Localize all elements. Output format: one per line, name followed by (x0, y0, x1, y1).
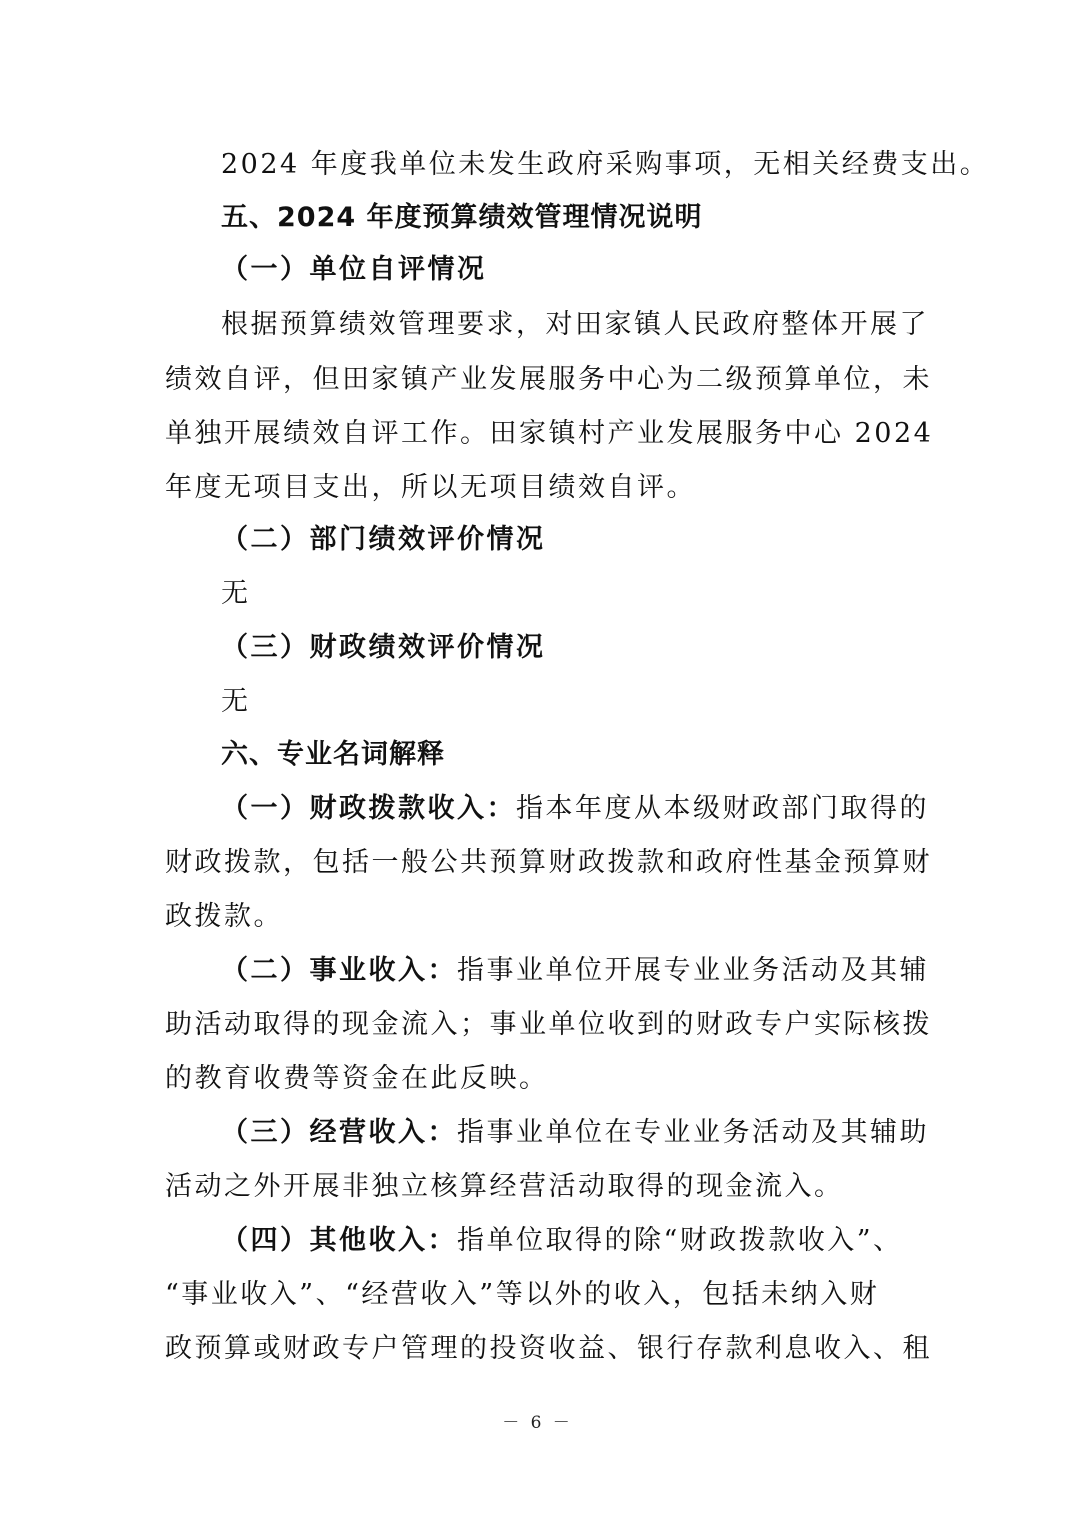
paragraph-line: 政拨款。 (165, 901, 283, 932)
subsection-3-heading: （三）财政绩效评价情况 (221, 632, 546, 663)
term-definition-line (221, 951, 981, 991)
term-label: （一）财政拨款收入： (221, 793, 516, 824)
paragraph-line: 绩效自评，但田家镇产业发展服务中心为二级预算单位，未 (165, 364, 932, 395)
paragraph-line: 根据预算绩效管理要求，对田家镇人民政府整体开展了 (221, 309, 929, 340)
paragraph-line: 政预算或财政专户管理的投资收益、银行存款利息收入、租 (165, 1333, 932, 1364)
subsection-1-heading: （一）单位自评情况 (221, 254, 487, 285)
section-5-heading: 五、2024 年度预算绩效管理情况说明 (221, 202, 703, 233)
term-text: 指单位取得的除“财政拨款收入”、 (457, 1225, 903, 1256)
term-label: （三）经营收入： (221, 1117, 457, 1148)
subsection-2-heading: （二）部门绩效评价情况 (221, 524, 546, 555)
paragraph-line: 活动之外开展非独立核算经营活动取得的现金流入。 (165, 1171, 844, 1202)
paragraph-line: 单独开展绩效自评工作。田家镇村产业发展服务中心 2024 (165, 418, 934, 449)
term-text: 指事业单位开展专业业务活动及其辅 (457, 955, 929, 986)
section-6-heading: 六、专业名词解释 (221, 739, 445, 770)
subsection-3-body: 无 (221, 686, 251, 717)
paragraph-line: 助活动取得的现金流入；事业单位收到的财政专户实际核拨 (165, 1009, 932, 1040)
paragraph-line: 的教育收费等资金在此反映。 (165, 1063, 549, 1094)
procurement-note: 2024 年度我单位未发生政府采购事项，无相关经费支出。 (221, 149, 990, 180)
paragraph-line: “事业收入”、“经营收入”等以外的收入，包括未纳入财 (165, 1279, 880, 1310)
paragraph-line: 财政拨款，包括一般公共预算财政拨款和政府性基金预算财 (165, 847, 932, 878)
page-number: － 6 － (502, 1413, 573, 1433)
term-definition-line (221, 789, 981, 829)
term-label: （四）其他收入： (221, 1225, 457, 1256)
subsection-2-body: 无 (221, 578, 251, 609)
term-text: 指本年度从本级财政部门取得的 (516, 793, 929, 824)
term-label: （二）事业收入： (221, 955, 457, 986)
term-text: 指事业单位在专业业务活动及其辅助 (457, 1117, 929, 1148)
term-definition-line (221, 1113, 981, 1153)
term-definition-line (221, 1221, 981, 1261)
paragraph-line: 年度无项目支出，所以无项目绩效自评。 (165, 472, 696, 503)
